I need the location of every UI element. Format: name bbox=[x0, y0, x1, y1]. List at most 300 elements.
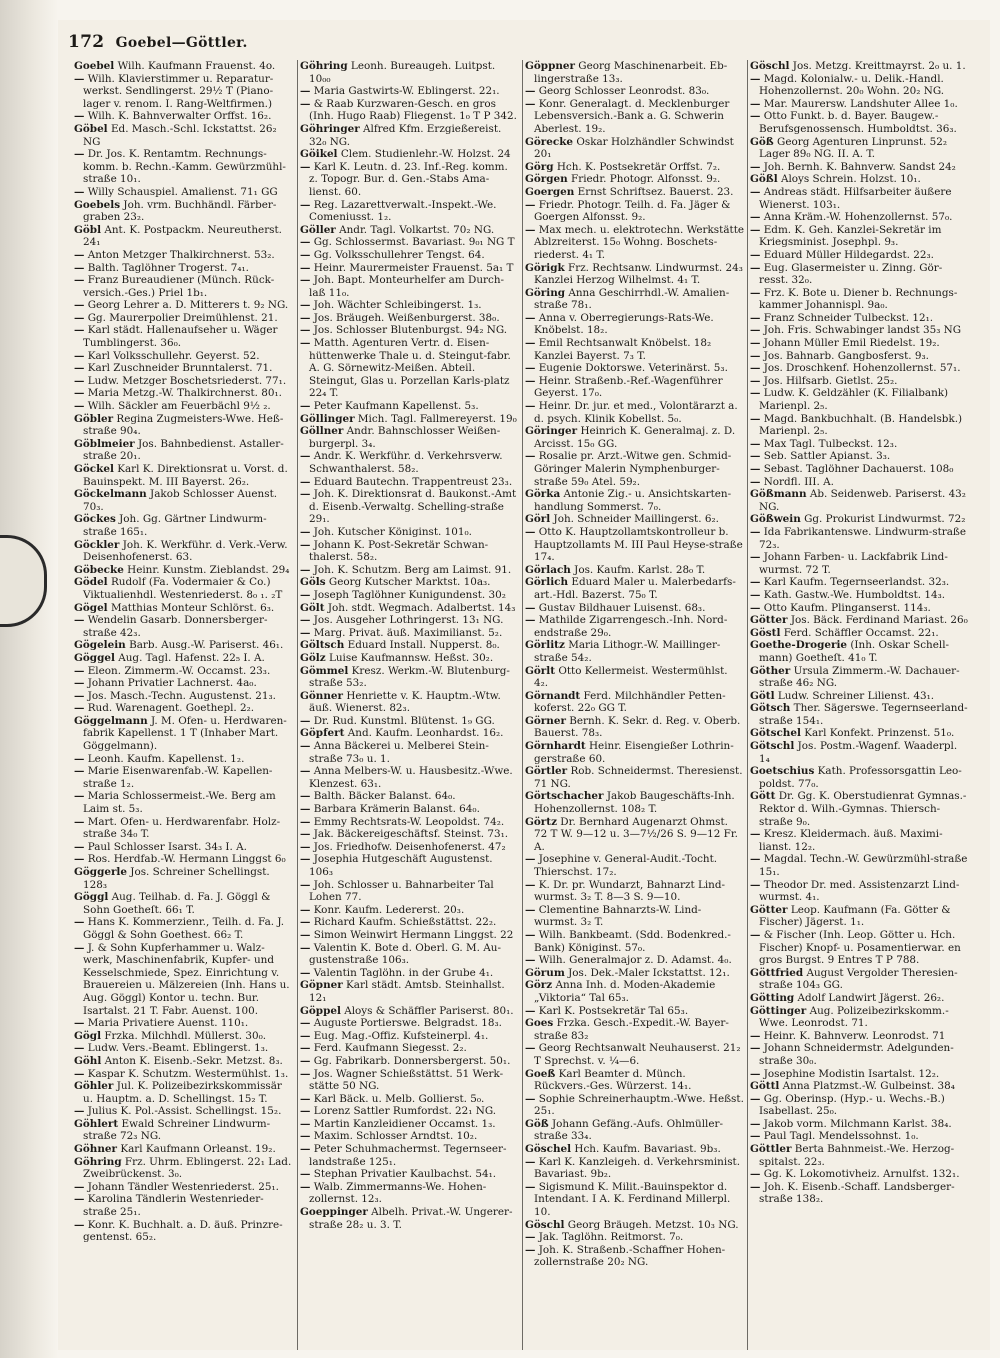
entry-details: & Fischer (Inh. Leop. Götter u. Hch. Fischer) Knopf- u. Posamentierwar. en gros Burgst. 9 Entres T P 788. bbox=[759, 928, 961, 967]
entry-surname: — bbox=[74, 1042, 85, 1055]
directory-entry bbox=[750, 1118, 968, 1131]
entry-details: Joseph Taglöhner Kunigundenst. 30₂ bbox=[313, 588, 506, 601]
directory-entry bbox=[750, 589, 968, 602]
directory-entry bbox=[300, 1118, 519, 1131]
entry-surname: — bbox=[750, 349, 761, 362]
entry-details: Regina Zugmeisters-Wwe. Heß-straße 90₄. bbox=[83, 412, 284, 438]
entry-details: Frz. K. Bote u. Diener b. Rechnungs-kammer Johannispl. 9a₀. bbox=[759, 286, 958, 312]
entry-surname: Göhring bbox=[300, 60, 348, 72]
entry-surname: — bbox=[74, 1017, 85, 1030]
entry-details: Kresz. Werkm.-W. Blutenburg-straße 53₂. bbox=[309, 664, 510, 690]
entry-details: Leonh. Kaufm. Kapellenst. 1₂. bbox=[87, 752, 245, 765]
entry-details: Ludw. Schreiner Lilienst. 43₁. bbox=[777, 689, 935, 702]
entry-details: Jakob vorm. Milchmann Karlst. 38₄. bbox=[763, 1117, 952, 1130]
entry-details: Maxim. Schlosser Arndtst. 10₂. bbox=[313, 1130, 478, 1143]
entry-surname: — bbox=[74, 362, 85, 375]
entry-details: Maria Privatiere Auenst. 110₁. bbox=[87, 1017, 249, 1030]
directory-entry bbox=[300, 476, 519, 489]
directory-entry bbox=[74, 249, 294, 262]
entry-surname: Görka bbox=[525, 488, 561, 501]
directory-entry bbox=[525, 1068, 744, 1093]
entry-details: Joh. K. Werkführ. d. Verk.-Verw. Deisenhofenerst. 63. bbox=[83, 538, 288, 564]
entry-details: Georg Bräugeh. Metzst. 10₃ NG. bbox=[567, 1218, 739, 1231]
entry-details: Karl städt. Amtsb. Steinhallst. 12₁ bbox=[309, 979, 505, 1004]
entry-details: Ida Fabrikantenswe. Lindwurm-straße 72₃. bbox=[759, 525, 967, 551]
entry-surname: Göring bbox=[525, 286, 566, 299]
entry-details: Karl K. Postsekretär Tal 65₃. bbox=[538, 1004, 689, 1017]
directory-entry bbox=[74, 299, 294, 312]
entry-surname: Göppel bbox=[300, 1004, 341, 1017]
entry-details: Wilh. Bankbeamt. (Sdd. Bodenkred.-Bank) Königinst. 57₀. bbox=[534, 928, 731, 954]
directory-entry bbox=[750, 1068, 968, 1081]
entry-surname: — bbox=[750, 1067, 761, 1080]
directory-entry bbox=[750, 413, 968, 438]
entry-surname: — bbox=[300, 198, 311, 211]
entry-details: Anton Metzger Thalkirchnerst. 53₂. bbox=[87, 248, 275, 261]
directory-entry bbox=[750, 992, 968, 1005]
directory-entry bbox=[525, 1118, 744, 1143]
entry-surname: — bbox=[300, 1067, 311, 1080]
entry-details: Max mech. u. elektrotechn. Werkstätte Ablzreiterst. 15₀ Wohng. Boschets-riederst. 4₁ T. bbox=[534, 223, 744, 261]
directory-entry bbox=[525, 879, 744, 904]
entry-details: Magd. Kolonialw.- u. Delik.-Handl. Hohenzollernst. 20₀ Wohn. 20₂ NG. bbox=[759, 72, 945, 98]
entry-surname: — bbox=[750, 1117, 761, 1130]
directory-entry bbox=[750, 727, 968, 740]
entry-surname: — bbox=[74, 614, 85, 627]
directory-entry bbox=[74, 148, 294, 186]
directory-entry bbox=[750, 249, 968, 262]
entry-details: Jos. Dek.-Maler Ickstattst. 12₁. bbox=[568, 966, 730, 979]
entry-details: Ursula Zimmerm.-W. Dachauer-straße 46₂ NG. bbox=[759, 664, 960, 690]
entry-details: Joh. Bapt. Monteurhelfer am Durch-laß 11₀. bbox=[309, 274, 505, 299]
entry-surname: — bbox=[750, 261, 761, 274]
entry-details: Joh. K. Direktionsrat d. Baukonst.-Amt d. Eisenb.-Verwaltg. Schelling-straße 29₁. bbox=[309, 488, 517, 526]
entry-surname: — bbox=[74, 1180, 85, 1193]
entry-details: Jos. Bahnarb. Gangbosferst. 9₃. bbox=[763, 349, 929, 362]
entry-details: Anna Kräm.-W. Hohenzollernst. 57₀. bbox=[763, 211, 953, 224]
entry-surname: — bbox=[74, 248, 85, 261]
entry-surname: — bbox=[525, 1180, 536, 1193]
entry-details: Kath. Gastw.-We. Humboldtst. 14₃. bbox=[763, 588, 946, 601]
directory-entry bbox=[525, 929, 744, 954]
directory-entry bbox=[525, 362, 744, 375]
entry-details: Reg. Lazarettverwalt.-Inspekt.-We. Comeniusst. 1₂. bbox=[309, 198, 497, 224]
entry-surname: Gött bbox=[750, 790, 776, 803]
directory-entry bbox=[300, 148, 519, 161]
entry-details: Jos. Metzg. Kreittmayrst. 2₀ u. 1. bbox=[792, 60, 966, 72]
entry-surname: — bbox=[300, 1017, 311, 1030]
entry-details: Jos. Schreiner Schellingst. 128₃ bbox=[83, 866, 270, 891]
directory-entry bbox=[74, 73, 294, 111]
directory-entry bbox=[300, 564, 519, 577]
entry-surname: Gößmann bbox=[750, 488, 807, 501]
directory-entry bbox=[300, 98, 519, 123]
entry-surname: Göpfert bbox=[300, 727, 345, 740]
directory-entry bbox=[74, 790, 294, 815]
entry-details: Ferd. Kaufmann Siegesst. 2₂. bbox=[313, 1042, 467, 1055]
column-divider bbox=[522, 60, 523, 1350]
directory-entry bbox=[300, 665, 519, 690]
entry-surname: — bbox=[750, 1130, 761, 1143]
entry-surname: — bbox=[300, 828, 311, 841]
directory-entry bbox=[300, 576, 519, 589]
entry-surname: Göttinger bbox=[750, 1004, 807, 1017]
entry-surname: — bbox=[74, 400, 85, 413]
entry-surname: Görl bbox=[525, 513, 551, 526]
directory-entry bbox=[750, 1093, 968, 1118]
directory-entry bbox=[750, 224, 968, 249]
entry-details: Karl städt. Hallenaufseher u. Wäger Tumblingerst. 36₀. bbox=[83, 324, 278, 350]
entry-details: Wilh. Generalmajor z. D. Adamst. 4₀. bbox=[538, 954, 732, 967]
entry-details: Heinr. Eisengießer Lothrin-gerstraße 60. bbox=[534, 740, 734, 765]
directory-entry bbox=[750, 173, 968, 186]
entry-surname: — bbox=[300, 790, 311, 803]
entry-surname: Gönner bbox=[300, 689, 343, 702]
entry-surname: — bbox=[300, 400, 311, 413]
entry-surname: — bbox=[300, 450, 311, 463]
entry-surname: Görgen bbox=[525, 173, 568, 186]
entry-details: Lorenz Sattler Rumfordst. 22₁ NG. bbox=[313, 1105, 497, 1118]
directory-entry bbox=[74, 312, 294, 325]
entry-details: Jos. Ausgeher Lothringerst. 13₁ NG. bbox=[313, 614, 504, 627]
entry-surname: — bbox=[525, 954, 536, 967]
entry-surname: Göikel bbox=[300, 148, 338, 161]
directory-entry bbox=[750, 690, 968, 703]
directory-entry bbox=[300, 249, 519, 262]
entry-surname: — bbox=[750, 311, 761, 324]
entry-details: Mich. Tagl. Fallmereyerst. 19₀ bbox=[357, 412, 517, 425]
directory-entry bbox=[525, 665, 744, 690]
entry-details: Karolina Tändlerin Westenrieder-straße 25₁. bbox=[83, 1193, 264, 1219]
directory-entry bbox=[74, 1105, 294, 1118]
directory-entry bbox=[74, 564, 294, 577]
directory-entry bbox=[525, 576, 744, 601]
entry-details: Johann Farben- u. Lackfabrik Lind-wurmst. 72 T. bbox=[759, 551, 948, 576]
entry-details: Joh. Gg. Gärtner Lindwurm-straße 165₁. bbox=[83, 513, 267, 538]
entry-surname: Goetschius bbox=[750, 765, 815, 778]
directory-entry bbox=[750, 1080, 968, 1093]
entry-surname: Görz bbox=[525, 979, 553, 992]
entry-details: Leonh. Bureaugeh. Luitpst. 10₀₀ bbox=[309, 60, 496, 85]
entry-details: Gg. Oberinsp. (Hyp.- u. Wechs.-B.) Isabellast. 25₀. bbox=[759, 1092, 945, 1118]
entry-details: J. & Sohn Kupferhammer u. Walz-werk, Maschinenfabrik, Kupfer- und Kesselschmiede, Spez. Einrichtung v. Brauereien u. Mälzereien (Inh. Hans u. Aug. Göggl) Kontor u. techn. Bur. Isartalst. 21 T. Fabr. Auenst. 100. bbox=[83, 941, 290, 1017]
entry-details: Jos. Bräugeh. Weißenburgerst. 38₀. bbox=[313, 311, 500, 324]
directory-entry bbox=[74, 715, 294, 753]
entry-details: Matth. Agenturen Vertr. d. Eisen-hüttenwerke Thale u. d. Steingut-fabr. A. G. Sörnewitz-Meißen. Abteil. Steingut, Glas u. Porzellan Karls-platz 22₄ T. bbox=[309, 337, 511, 400]
entry-surname: Görg bbox=[525, 160, 554, 173]
entry-details: Mart. Ofen- u. Herdwarenfabr. Holz-straße 34₀ T. bbox=[83, 815, 281, 841]
entry-surname: Goeß bbox=[525, 1067, 556, 1080]
entry-details: Jos. Schlosser Blutenburgst. 94₂ NG. bbox=[313, 324, 508, 337]
entry-surname: — bbox=[74, 752, 85, 765]
directory-entry bbox=[300, 1130, 519, 1143]
directory-entry bbox=[74, 375, 294, 388]
directory-entry bbox=[750, 602, 968, 615]
directory-entry bbox=[525, 85, 744, 98]
directory-entry bbox=[300, 602, 519, 615]
entry-surname: Göckler bbox=[74, 538, 120, 551]
directory-entry bbox=[300, 979, 519, 1004]
entry-surname: Göllinger bbox=[300, 412, 355, 425]
directory-entry bbox=[300, 262, 519, 275]
directory-entry bbox=[300, 60, 519, 85]
entry-surname: Göttler bbox=[750, 1143, 792, 1156]
directory-entry bbox=[74, 690, 294, 703]
directory-entry bbox=[300, 1017, 519, 1030]
entry-details: Hch. Kaufm. Bavariast. 9b₃. bbox=[574, 1143, 721, 1156]
directory-entry bbox=[74, 513, 294, 538]
entry-details: Maria Schlossermeist.-We. Berg am Laim st. 5₃. bbox=[83, 790, 276, 816]
entry-surname: — bbox=[525, 525, 536, 538]
directory-entry bbox=[750, 627, 968, 640]
entry-surname: — bbox=[74, 299, 85, 312]
directory-entry bbox=[750, 1005, 968, 1030]
directory-entry bbox=[525, 425, 744, 450]
directory-entry bbox=[300, 740, 519, 765]
directory-entry bbox=[750, 350, 968, 363]
entry-surname: — bbox=[525, 198, 536, 211]
entry-details: Dr. Jos. K. Rentamtm. Rechnungs-komm. b. Rechn.-Kamm. Gewürzmühl-straße 10₁. bbox=[83, 148, 286, 186]
entry-surname: — bbox=[300, 840, 311, 853]
directory-entry bbox=[750, 488, 968, 513]
entry-surname: — bbox=[525, 362, 536, 375]
entry-surname: Gößwein bbox=[750, 513, 801, 526]
entry-details: Karl Kaufm. Tegernseerlandst. 32₃. bbox=[763, 576, 950, 589]
entry-details: Anna Inh. d. Moden-Akademie „Viktoria“ Tal 65₃. bbox=[534, 979, 716, 1004]
entry-details: Emmy Rechtsrats-W. Leopoldst. 74₂. bbox=[313, 815, 505, 828]
entry-surname: — bbox=[750, 588, 761, 601]
directory-entry bbox=[525, 1181, 744, 1219]
entry-surname: Göbl bbox=[74, 223, 102, 236]
entry-surname: — bbox=[300, 916, 311, 929]
directory-entry bbox=[750, 665, 968, 690]
entry-surname: Göschel bbox=[525, 1143, 572, 1156]
directory-entry bbox=[300, 828, 519, 841]
entry-surname: Göller bbox=[300, 223, 336, 236]
directory-entry bbox=[525, 60, 744, 85]
entry-surname: — bbox=[750, 1180, 761, 1193]
entry-surname: — bbox=[74, 840, 85, 853]
entry-details: Konr. Kaufm. Ledererst. 20₃. bbox=[313, 903, 465, 916]
entry-details: Seb. Sattler Apianst. 3₃. bbox=[763, 450, 891, 463]
entry-surname: — bbox=[74, 387, 85, 400]
directory-entry bbox=[74, 916, 294, 941]
entry-surname: — bbox=[74, 349, 85, 362]
directory-entry bbox=[525, 904, 744, 929]
directory-entry bbox=[525, 1231, 744, 1244]
entry-details: Aloys & Schäffler Pariserst. 80₁. bbox=[344, 1004, 514, 1017]
entry-details: Barbara Krämerin Balanst. 64₀. bbox=[313, 803, 480, 816]
directory-entry bbox=[74, 224, 294, 249]
entry-surname: — bbox=[525, 928, 536, 941]
entry-surname: — bbox=[74, 765, 85, 778]
entry-surname: — bbox=[74, 790, 85, 803]
directory-entry bbox=[300, 413, 519, 426]
entry-details: Josephine Modistin Isartalst. 12₂. bbox=[763, 1067, 940, 1080]
directory-entry bbox=[525, 740, 744, 765]
directory-column-1 bbox=[74, 60, 294, 1350]
entry-surname: Goethe-Drogerie bbox=[750, 639, 848, 652]
directory-entry bbox=[750, 262, 968, 287]
directory-entry bbox=[300, 816, 519, 829]
entry-surname: — bbox=[300, 1180, 311, 1193]
entry-details: Karl Zuschneider Brunntalerst. 71. bbox=[87, 362, 273, 375]
entry-surname: Göhler bbox=[74, 1080, 114, 1093]
entry-surname: — bbox=[74, 274, 85, 287]
entry-surname: — bbox=[525, 903, 536, 916]
entry-surname: Görlitz bbox=[525, 639, 565, 652]
entry-surname: — bbox=[74, 311, 85, 324]
directory-entry bbox=[74, 1030, 294, 1043]
entry-surname: — bbox=[300, 928, 311, 941]
directory-entry bbox=[74, 765, 294, 790]
entry-surname: Gögelein bbox=[74, 639, 126, 652]
entry-surname: — bbox=[74, 374, 85, 387]
entry-surname: — bbox=[750, 1029, 761, 1042]
directory-entry bbox=[74, 853, 294, 866]
entry-details: Bernh. K. Sekr. d. Reg. v. Oberb. Bauerst. 78₃. bbox=[534, 714, 741, 740]
entry-details: Jos. Droschkenf. Hohenzollernst. 57₁. bbox=[763, 362, 961, 375]
directory-entry bbox=[525, 602, 744, 615]
entry-surname: Görecke bbox=[525, 135, 574, 148]
directory-entry bbox=[300, 1093, 519, 1106]
directory-entry bbox=[750, 287, 968, 312]
entry-surname: — bbox=[300, 588, 311, 601]
directory-entry bbox=[525, 765, 744, 790]
entry-details: Dr. Rud. Kunstml. Blütenst. 1₉ GG. bbox=[313, 714, 495, 727]
entry-details: Gg. Prokurist Lindwurmst. 72₂ bbox=[804, 513, 966, 526]
directory-entry bbox=[74, 1193, 294, 1218]
directory-entry bbox=[74, 866, 294, 891]
directory-entry bbox=[74, 1068, 294, 1081]
entry-details: Gustav Bildhauer Luisenst. 68₃. bbox=[538, 601, 706, 614]
entry-details: Heinr. Straßenb.-Ref.-Wagenführer Geyerst. 17₀. bbox=[534, 374, 723, 400]
entry-details: Anna v. Oberregierungs-Rats-We. Knöbelst. 18₂. bbox=[534, 311, 714, 337]
entry-details: Wilh. Säckler am Feuerbächl 9½ ₂. bbox=[87, 400, 271, 413]
entry-details: Andr. Tagl. Volkartst. 70₂ NG. bbox=[339, 223, 495, 236]
entry-surname: Görtz bbox=[525, 815, 557, 828]
directory-entry bbox=[525, 1156, 744, 1181]
directory-entry bbox=[750, 790, 968, 828]
entry-surname: — bbox=[750, 1092, 761, 1105]
entry-surname: — bbox=[300, 311, 311, 324]
directory-entry bbox=[300, 589, 519, 602]
entry-surname: — bbox=[300, 248, 311, 261]
entry-surname: Götsch bbox=[750, 702, 791, 715]
directory-entry bbox=[750, 614, 968, 627]
entry-surname: Görum bbox=[525, 966, 565, 979]
entry-details: Wilh. K. Bahnverwalter Orffst. 16₂. bbox=[87, 110, 272, 123]
entry-details: Andreas städt. Hilfsarbeiter äußere Wienerst. 103₁. bbox=[759, 185, 952, 211]
entry-details: Andr. K. Werkführ. d. Verkehrsverw. Schwanthalerst. 58₂. bbox=[309, 450, 503, 475]
entry-surname: Goergen bbox=[525, 185, 575, 198]
entry-details: Karl K. Direktionsrat u. Vorst. d. Bauinspekt. M. III Bayerst. 26₂. bbox=[83, 463, 288, 488]
entry-surname: — bbox=[74, 1193, 85, 1206]
directory-entry bbox=[525, 1093, 744, 1118]
directory-entry bbox=[300, 161, 519, 199]
entry-surname: — bbox=[300, 236, 311, 249]
entry-details: Eduard Bautechn. Trappentreust 23₃. bbox=[313, 475, 513, 488]
entry-surname: — bbox=[750, 374, 761, 387]
entry-details: Joh. Fris. Schwabinger landst 35₃ NG bbox=[763, 324, 962, 337]
directory-entry bbox=[300, 274, 519, 299]
directory-entry bbox=[750, 73, 968, 98]
entry-details: Friedr. Photogr. Teilh. d. Fa. Jäger & Goergen Alfonsst. 9₂. bbox=[534, 198, 731, 224]
entry-details: Ludw. Vers.-Beamt. Eblingerst. 1₃. bbox=[87, 1042, 269, 1055]
directory-entry bbox=[750, 551, 968, 576]
entry-details: Johann Privatier Lachnerst. 4a₀. bbox=[87, 677, 257, 690]
entry-surname: Gölt bbox=[300, 601, 325, 614]
entry-details: Henriette v. K. Hauptm.-Wtw. äuß. Wienerst. 82₃. bbox=[309, 689, 501, 715]
directory-entry bbox=[525, 816, 744, 854]
entry-surname: — bbox=[74, 1105, 85, 1118]
entry-surname: Görnhardt bbox=[525, 740, 586, 753]
entry-surname: Görtschacher bbox=[525, 790, 604, 803]
directory-entry bbox=[750, 312, 968, 325]
page-number: 172 bbox=[68, 32, 105, 52]
entry-surname: Göhring bbox=[74, 1155, 122, 1168]
directory-entry bbox=[74, 274, 294, 299]
entry-details: Eduard Müller Hildegardst. 22₃. bbox=[763, 248, 934, 261]
entry-surname: — bbox=[525, 853, 536, 866]
entry-surname: — bbox=[300, 97, 311, 110]
directory-entry bbox=[74, 1017, 294, 1030]
directory-entry bbox=[300, 312, 519, 325]
entry-details: Paul Tagl. Mendelssohnst. 1₀. bbox=[763, 1130, 919, 1143]
entry-details: Magdal. Techn.-W. Gewürzmühl-straße 15₁. bbox=[759, 853, 968, 878]
directory-column-2 bbox=[300, 60, 519, 1350]
entry-surname: — bbox=[300, 525, 311, 538]
entry-surname: — bbox=[74, 689, 85, 702]
entry-surname: — bbox=[750, 828, 761, 841]
entry-surname: — bbox=[750, 437, 761, 450]
entry-details: Ernst Schriftsez. Bauerst. 23. bbox=[577, 185, 734, 198]
entry-details: Albelh. Privat.-W. Ungerer-straße 28₂ u. 3. T. bbox=[309, 1206, 513, 1231]
entry-surname: Göhner bbox=[74, 1143, 117, 1156]
directory-entry bbox=[74, 1219, 294, 1244]
entry-surname: Göggelmann bbox=[74, 714, 148, 727]
entry-details: Jakob Baugeschäfts-Inh. Hohenzollernst. 108₂ T. bbox=[534, 790, 735, 816]
entry-details: Jos. Kaufm. Karlst. 28₀ T. bbox=[574, 563, 706, 576]
directory-entry bbox=[750, 161, 968, 174]
entry-details: Jos. Masch.-Techn. Augustenst. 21₃. bbox=[87, 689, 276, 702]
entry-surname: — bbox=[525, 1004, 536, 1017]
directory-entry bbox=[74, 614, 294, 639]
entry-surname: Goeppinger bbox=[300, 1206, 368, 1219]
directory-entry bbox=[74, 665, 294, 678]
entry-surname: — bbox=[525, 601, 536, 614]
directory-entry bbox=[300, 803, 519, 816]
book-gutter bbox=[0, 0, 58, 1358]
entry-details: Auguste Portierswe. Belgradst. 18₃. bbox=[313, 1017, 502, 1030]
entry-surname: Görner bbox=[525, 714, 566, 727]
directory-entry bbox=[74, 816, 294, 841]
directory-entry bbox=[750, 929, 968, 967]
entry-details: Georg Lehrer a. D. Mitterers t. 9₂ NG. bbox=[87, 299, 289, 312]
directory-entry bbox=[525, 450, 744, 488]
entry-details: Leop. Kaufmann (Fa. Götter & Fischer) Jägerst. 1₁. bbox=[759, 903, 951, 929]
entry-surname: — bbox=[525, 1042, 536, 1055]
entry-details: Otto Kaufm. Plinganserst. 114₃. bbox=[763, 601, 931, 614]
directory-entry bbox=[300, 1143, 519, 1168]
entry-details: Konr. K. Buchhalt. a. D. äuß. Prinzre-gentenst. 65₂. bbox=[83, 1218, 283, 1244]
directory-entry bbox=[300, 324, 519, 337]
directory-entry bbox=[750, 1042, 968, 1067]
entry-details: Balth. Taglöhner Trogerst. 7₄₁. bbox=[87, 261, 249, 274]
directory-entry bbox=[74, 1181, 294, 1194]
entry-details: Maria Gastwirts-W. Eblingerst. 22₁. bbox=[313, 85, 500, 98]
entry-details: Clementine Bahnarzts-W. Lind-wurmst. 3₂ T. bbox=[534, 903, 702, 929]
